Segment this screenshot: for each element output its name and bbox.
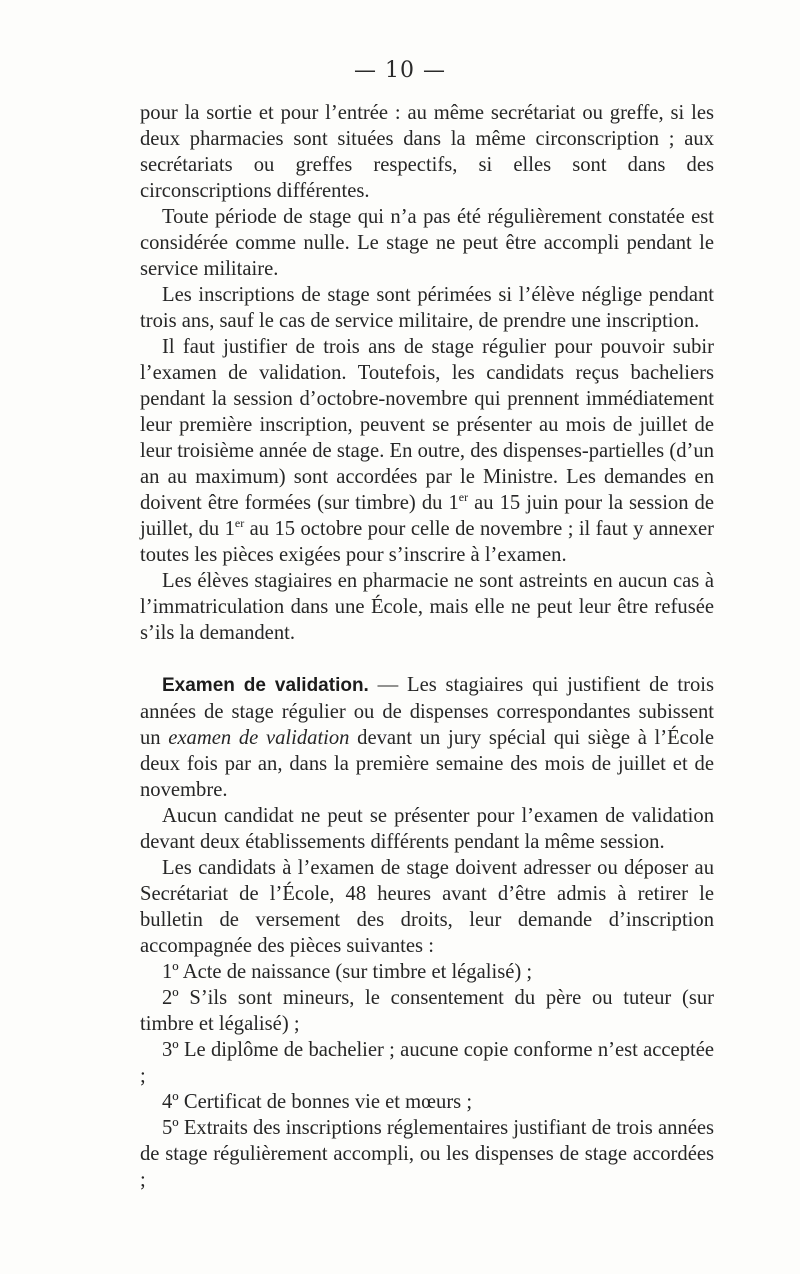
paragraph-three-years-part-c: au 15 octobre pour celle de novembre ; il faut y annexer toutes les pièces exigées pour s’inscrire à l’examen. xyxy=(140,518,714,566)
paragraph-three-years-part-b: au 15 juin pour la session de juillet, du 1 xyxy=(140,492,714,540)
paragraph-immatriculation: Les élèves stagiaires en pharmacie ne sont astreints en aucun cas à l’immatriculation dans une École, mais elle ne peut leur être refusée s’ils la demandent. xyxy=(140,570,714,644)
section-title: Examen de validation. xyxy=(162,675,369,696)
body-text xyxy=(140,100,714,1193)
paragraph-inscriptions-expiry: Les inscriptions de stage sont périmées si l’élève néglige pendant trois ans, sauf le cas de service militaire, de prendre une inscription. xyxy=(140,284,714,332)
paragraph-three-years-part-a: Il faut justifier de trois ans de stage régulier pour pouvoir subir l’examen de validation. Toutefois, les candidats reçus bacheliers pendant la session d’octobre-novembre qui prennent immédiatement leur première inscription, peuvent se présenter au mois de juillet de leur troisième année de stage. En outre, des dispenses-partielles (d’un an au maximum) sont accordées par le Ministre. Les demandes en doivent être formées (sur timbre) du 1 xyxy=(140,336,714,514)
superscript-er: er xyxy=(234,516,245,531)
paragraph-examen-validation xyxy=(140,672,714,803)
list-item-parental-consent: 2º S’ils sont mineurs, le consentement du père ou tuteur (sur timbre et légalisé) ; xyxy=(140,987,714,1035)
paragraph-examen-part-b: devant un jury spécial qui siège à l’École deux fois par an, dans la première semaine des mois de juillet et de novembre. xyxy=(140,727,714,801)
paragraph-three-years xyxy=(140,334,714,568)
paragraph-stage-period: Toute période de stage qui n’a pas été régulièrement constatée est considérée comme nulle. Le stage ne peut être accompli pendant le service militaire. xyxy=(140,206,714,280)
superscript-er: er xyxy=(458,490,469,505)
list-item-inscription-extracts: 5º Extraits des inscriptions réglementaires justifiant de trois années de stage régulièrement accompli, ou les dispenses de stage accordées ; xyxy=(140,1117,714,1191)
italic-term: examen de validation xyxy=(168,727,350,749)
paragraph-candidates-request: Les candidats à l’examen de stage doivent adresser ou déposer au Secrétariat de l’École, 48 heures avant d’être admis à retirer le bulletin de versement des droits, leur demande d’inscription accompagnée des pièces suivantes : xyxy=(140,857,714,957)
paragraph-exit-entry: pour la sortie et pour l’entrée : au même secrétariat ou greffe, si les deux pharmacies sont situées dans la même circonscription ; aux secrétariats ou greffes respectifs, si elles sont dans des circonscriptions différentes. xyxy=(140,102,714,202)
paragraph-examen-part-a: — Les stagiaires qui justifient de trois années de stage régulier ou de dispenses correspondantes subissent un xyxy=(140,674,714,749)
page-number: — 10 — xyxy=(354,58,446,83)
list-item-good-conduct: 4º Certificat de bonnes vie et mœurs ; xyxy=(162,1091,473,1113)
paragraph-single-establishment: Aucun candidat ne peut se présenter pour l’examen de validation devant deux établissements différents pendant la même session. xyxy=(140,805,714,853)
list-item-birth-certificate: 1º Acte de naissance (sur timbre et légalisé) ; xyxy=(162,961,533,983)
list-item-diploma: 3º Le diplôme de bachelier ; aucune copie conforme n’est acceptée ; xyxy=(140,1039,714,1087)
